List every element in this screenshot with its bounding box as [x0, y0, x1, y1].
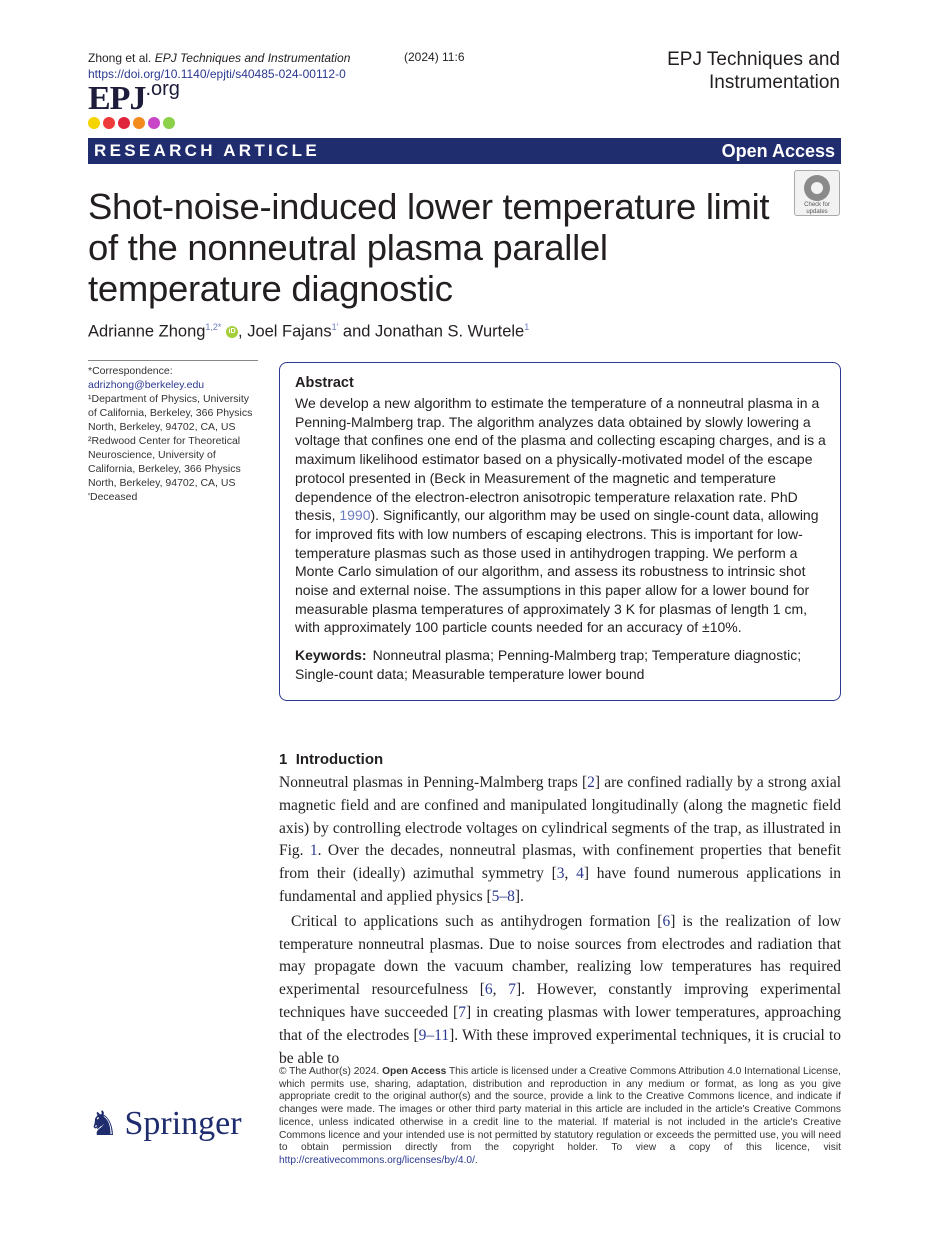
deceased-note: 'Deceased	[88, 491, 138, 503]
abstract-text-part: ). Significantly, our algorithm may be used on single-count data, allowing for improved fits with low numbers of escaping electrons. This is important for low-temperature plasmas such as those used in antihydrogen trapping. We perform a Monte Carlo simulation of our algorithm, and assess its robustness to intrinsic shot noise and external noise. The assumptions in this paper allow for a lower bound for measurable plasma temperatures of approximately 3 K for plasmas of length 1 cm, with approximately 100 particle counts needed for an accuracy of ±10%.	[295, 507, 819, 636]
license-notice	[279, 1066, 841, 1168]
author-separator: ,	[238, 322, 248, 341]
logo-dot	[88, 117, 100, 129]
author-name: Joel Fajans	[247, 322, 332, 341]
author-list	[88, 322, 529, 342]
keywords-label: Keywords:	[295, 647, 367, 664]
text: Nonneutral plasmas in Penning-Malmberg traps [	[279, 774, 588, 791]
open-access-label: Open Access	[721, 140, 835, 161]
author-affil-sup: 1'	[331, 322, 339, 332]
citation-link[interactable]: 7	[508, 981, 516, 999]
logo-dot	[118, 117, 130, 129]
author-separator: and	[338, 322, 376, 341]
doi-link[interactable]: https://doi.org/10.1140/epjti/s40485-024-00112-0	[88, 67, 346, 81]
citation-link[interactable]: 7	[458, 1003, 466, 1021]
epj-logo[interactable]	[88, 80, 180, 118]
text: ] are confined radially by a strong axial magnetic field and are confined and manipulated longitudinally (along the magnetic field axis) by controlling electrode voltages on cylindrical segments of the trap, as illustrated in Fig.	[279, 774, 842, 860]
license-url-link[interactable]: http://creativecommons.org/licenses/by/4.0/	[279, 1154, 475, 1166]
affiliation-2: ²Redwood Center for Theoretical Neuroscience, University of California, Berkeley, 366 Physics North, Berkeley, 94702, CA, US	[88, 435, 241, 489]
orcid-icon[interactable]: iD	[226, 326, 238, 338]
section-title: Introduction	[295, 751, 384, 768]
figure-link[interactable]: 1	[309, 842, 318, 860]
text: ] have found numerous applications in fundamental and applied physics [	[279, 865, 841, 905]
section-heading	[279, 751, 383, 768]
paragraph	[279, 772, 841, 909]
affiliation-divider	[88, 360, 258, 361]
logo-dot	[103, 117, 115, 129]
citation-link[interactable]: 3	[556, 865, 565, 883]
citation-link[interactable]: 5–8	[491, 887, 515, 905]
article-type-label: RESEARCH ARTICLE	[94, 141, 320, 160]
check-for-updates-label: Check for updates	[804, 202, 830, 215]
author-affil-sup: 1,2*	[205, 322, 222, 332]
correspondence-email-link[interactable]: adrizhong@berkeley.edu	[88, 379, 205, 391]
header-year-volume: (2024) 11:6	[404, 50, 465, 64]
text: ].	[514, 887, 524, 905]
text: ] in creating plasmas with lower temperatures, approaching that of the electrodes [	[279, 1003, 841, 1044]
text: .	[474, 1154, 478, 1166]
article-type-banner	[88, 138, 841, 164]
running-header	[88, 50, 350, 82]
correspondence-label: *Correspondence:	[88, 365, 173, 377]
abstract-box	[279, 362, 841, 701]
article-title: Shot-noise-induced lower temperature limit of the nonneutral plasma parallel temperature diagnostic	[88, 186, 770, 309]
header-authors: Zhong et al.	[88, 51, 152, 65]
text: Critical to applications such as antihydrogen formation [	[291, 912, 663, 930]
springer-logo[interactable]	[88, 1104, 242, 1144]
open-access-bold: Open Access	[382, 1066, 447, 1077]
check-for-updates-button[interactable]	[794, 170, 840, 216]
text: ]. With these improved experimental techniques, it is crucial to be able to	[279, 1026, 841, 1067]
text: ]. However, constantly improving experimental techniques have succeeded [	[279, 981, 842, 1021]
journal-name-line2: Instrumentation	[709, 72, 840, 93]
text: ,	[564, 865, 577, 883]
journal-name-line1: EPJ Techniques and	[667, 49, 840, 70]
citation-link[interactable]: 6	[484, 981, 493, 999]
journal-name	[667, 48, 840, 94]
epj-logo-text: EPJ	[88, 80, 146, 117]
springer-name: Springer	[124, 1105, 242, 1142]
springer-horse-icon: ♞	[88, 1105, 119, 1143]
abstract-text	[295, 394, 826, 637]
logo-dot	[148, 117, 160, 129]
keywords-list: Nonneutral plasma; Penning-Malmberg trap; Temperature diagnostic; Single-count data; Measurable temperature lower bound	[295, 647, 802, 682]
text: ,	[492, 981, 509, 999]
text: © The Author(s) 2024.	[279, 1066, 383, 1077]
header-journal: EPJ Techniques and Instrumentation	[154, 51, 351, 65]
logo-dot	[133, 117, 145, 129]
section-number: 1	[279, 751, 288, 768]
check-for-updates-icon	[804, 175, 830, 201]
author-name: Adrianne Zhong	[88, 322, 206, 341]
text: ] is the realization of low temperature nonneutral plasmas. Due to noise sources from electrodes and radiation that may propagate down the vacuum chamber, realizing low temperatures has required experimental resourcefulness [	[279, 912, 841, 999]
paragraph	[279, 911, 841, 1071]
abstract-heading: Abstract	[295, 375, 354, 391]
introduction-body	[279, 772, 841, 1070]
citation-link[interactable]: 1990	[339, 507, 371, 524]
text: This article is licensed under a Creative Commons Attribution 4.0 International License, which permits use, sharing, adaptation, distribution and reproduction in any medium or format, as long as you give appropriate credit to the original author(s) and the source, provide a link to the Creative Commons licence, and indicate if changes were made. The images or other third party material in this article are included in the article's Creative Commons licence, unless indicated otherwise in a credit line to the material. If material is not included in the article's Creative Commons licence and your intended use is not permitted by statutory regulation or exceeds the permitted use, you will need to obtain permission directly from the copyright holder. To view a copy of this licence, visit	[279, 1066, 841, 1154]
citation-link[interactable]: 2	[587, 774, 595, 791]
citation-link[interactable]: 9–11	[418, 1026, 450, 1044]
epj-logo-suffix: .org	[145, 78, 180, 100]
epj-logo-dots	[88, 117, 175, 129]
affiliations	[88, 364, 260, 504]
citation-link[interactable]: 6	[662, 912, 671, 930]
author-name: Jonathan S. Wurtele	[375, 322, 525, 341]
affiliation-1: ¹Department of Physics, University of California, Berkeley, 366 Physics North, Berkeley, 94702, CA, US	[88, 393, 253, 433]
text: . Over the decades, nonneutral plasmas, with confinement properties that benefit from their (ideally) azimuthal symmetry [	[279, 842, 841, 883]
author-affil-sup: 1	[524, 322, 530, 332]
keywords	[295, 646, 826, 683]
citation-link[interactable]: 4	[576, 865, 584, 883]
abstract-text-part: We develop a new algorithm to estimate the temperature of a nonneutral plasma in a Penning-Malmberg trap. The algorithm analyzes data obtained by slowly lowering a voltage that confines one end of the plasma and collecting escaping charges, and is a maximum likelihood estimator based on a physically-motivated model of the escape protocol presented in (Beck in Measurement of the magnetic and temperature dependence of the electron-electron anisotropic temperature relaxation rate. PhD thesis,	[295, 395, 826, 524]
logo-dot	[163, 117, 175, 129]
